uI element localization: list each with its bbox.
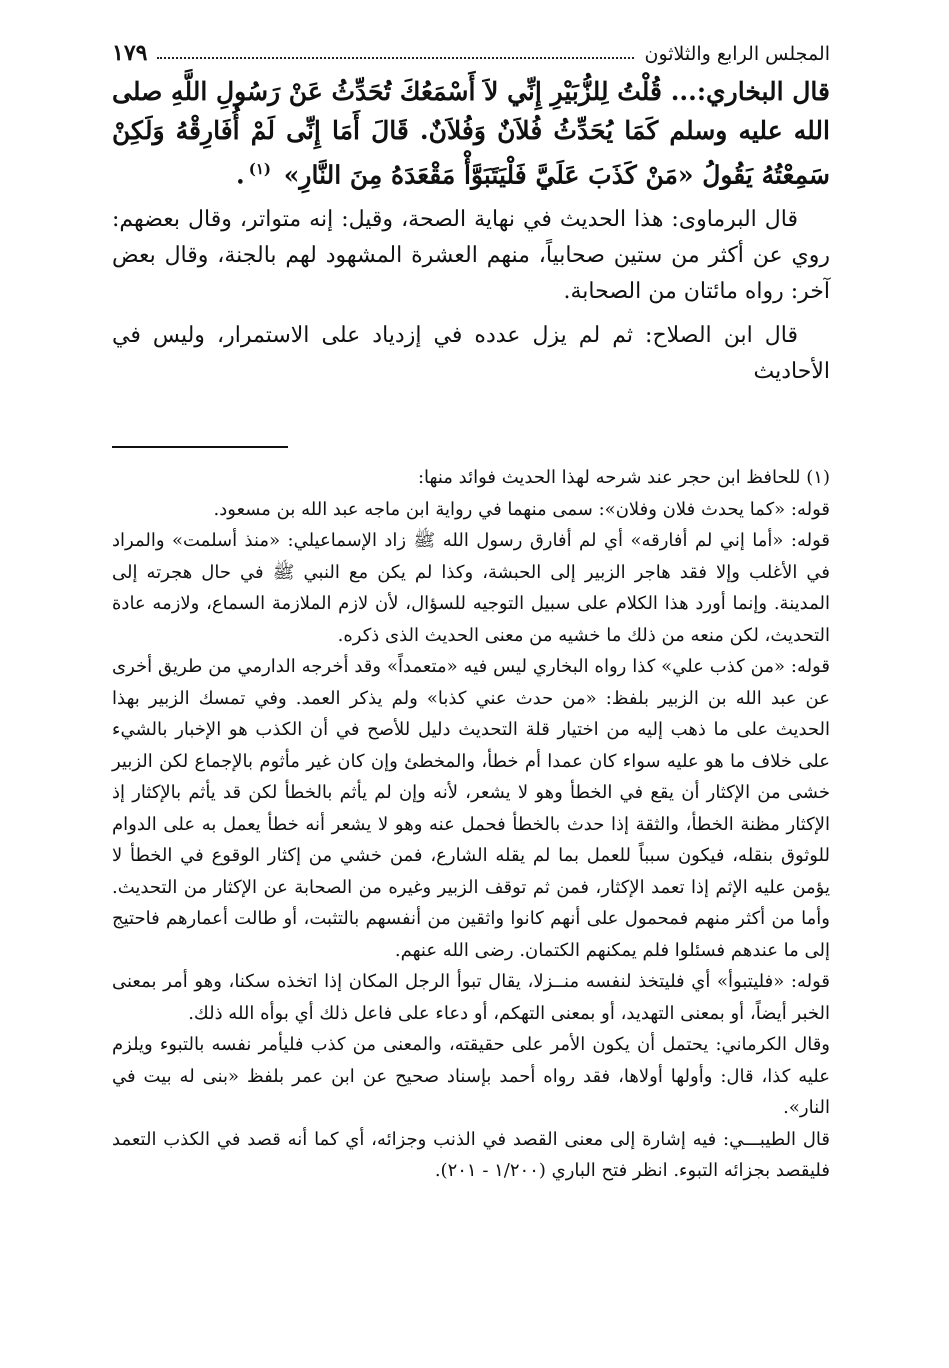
footnote-reference: (١) <box>248 160 272 178</box>
page-number: ١٧٩ <box>112 40 148 66</box>
footnote-separator-wrap <box>112 446 830 448</box>
footnote-separator <box>112 446 288 448</box>
dotted-leader <box>157 57 634 59</box>
footnote-line: وقال الكرماني: يحتمل أن يكون الأمر على حقيقته، والمعنى من كذب فليأمر نفسه بالتبوء ويلزم عليه كذا، قال: وأولها أولاها، فقد رواه أحمد بإسناد صحيح عن ابن عمر بلفظ «بنى له بيت في النار». <box>112 1034 830 1119</box>
footnote-line: قوله: «كما يحدث فلان وفلان»: سمى منهما في رواية ابن ماجه عبد الله بن مسعود. <box>213 498 830 520</box>
footnote-line: قوله: «فليتبوأ» أي فليتخذ لنفسه منــزلا، يقال تبوأ الرجل المكان إذا اتخذه سكنا، وهو أمر بمعنى الخبر أيضاً، أو بمعنى التهديد، أو بمعنى التهكم، أو دعاء على فاعل ذلك أي بوأه الله ذلك. <box>112 971 830 1024</box>
footnotes <box>112 462 830 1187</box>
footnote-line: قوله: «أما إني لم أفارقه» أي لم أفارق رسول الله ﷺ زاد الإسماعيلي: «منذ أسلمت» والمراد في الأغلب وإلا فقد هاجر الزبير إلى الحبشة، وكذا لم يكن مع النبي ﷺ في حال هجرته إلى المدينة. وإنما أورد هذا الكلام على سبيل التوجيه للسؤال، لأن لازم الملازمة السماع، ولازمه عادة التحديث، لكن منعه من ذلك ما خشيه من معنى الحديث الذى ذكره. <box>112 530 830 646</box>
footnote-line: قال الطيبـــي: فيه إشارة إلى معنى القصد في الذنب وجزائه، أي كما أنه قصد في الكذب التعمد فليقصد بجزائه التبوء. انظر فتح الباري (١/٢٠٠ - ٢٠١). <box>112 1128 830 1182</box>
footnote-line: (١) للحافظ ابن حجر عند شرحه لهذا الحديث فوائد منها: <box>417 467 830 489</box>
footnote-line: قوله: «من كذب علي» كذا رواه البخاري ليس فيه «متعمداً» وقد أخرجه الدارمي من طريق أخرى عن عبد الله بن الزبير بلفظ: «من حدث عني كذبا» ولم يذكر العمد. وفي تمسك الزبير بهذا الحديث على ما ذهب إليه من اختيار قلة التحديث دليل للأصح في أن الكذب هو الإخبار بالشيء على خلاف ما هو عليه سواء كان عمدا أم خطأ، والمخطئ وإن كان غير مأثوم بالإجماع لكن الزبير خشى من الإكثار أن يقع في الخطأ وهو لا يشعر، لأنه وإن لم يأثم بالخطأ لكن قد يأثم بالإكثار إذ الإكثار مظنة الخطأ، والثقة إذا حدث بالخطأ فحمل عنه وهو لا يشعر أنه خطأ يعمل به على الدوام للوثوق بنقله، فيكون سبباً للعمل بما لم يقله الشارع، فمن خشي من إكثار الوقوع في الخطأ لا يؤمن عليه الإثم إذا تعمد الإكثار، فمن ثم توقف الزبير وغيره من الصحابة عن الإكثار من التحديث. وأما من أكثر منهم فمحمول على أنهم كانوا واثقين من أنفسهم بالتثبت، أو طالت أعمارهم فاحتيج إلى ما عندهم فسئلوا فلم يمكنهم الكتمان. رضى الله عنهم. <box>112 656 831 961</box>
book-page <box>112 30 830 1187</box>
running-header <box>112 30 830 64</box>
chapter-title: المجلس الرابع والثلاثون <box>644 43 830 65</box>
hadith-end-mark: . <box>236 160 245 190</box>
hadith-text <box>112 72 830 194</box>
hadith-source-label: قال البخاري:... <box>670 77 831 106</box>
body-paragraph: قال البرماوى: هذا الحديث في نهاية الصحة، وقيل: إنه متواتر، وقال بعضهم: روي عن أكثر من ستين صحابياً، منهم العشرة المشهود لهم بالجنة، وقال بعض آخر: رواه مائتان من الصحابة. <box>112 207 830 305</box>
body-paragraph: قال ابن الصلاح: ثم لم يزل عدده في إزدياد على الاستمرار، وليس في الأحاديث <box>112 323 830 385</box>
hadith-body: قُلْتُ لِلزُّبَيْرِ إِنِّي لاَ أَسْمَعُكَ تُحَدِّثُ عَنْ رَسُولِ اللَّهِ صلى الله عليه وسلم كَمَا يُحَدِّثُ فُلاَنٌ وَفُلاَنٌ. قَالَ أَمَا إِنِّى لَمْ أُفَارِقْهُ وَلَكِنْ سَمِعْتُهُ يَقُولُ «مَنْ كَذَبَ عَلَيَّ فَلْيَتَبَوَّأْ مَقْعَدَهُ مِنَ النَّارِ» <box>112 77 830 190</box>
